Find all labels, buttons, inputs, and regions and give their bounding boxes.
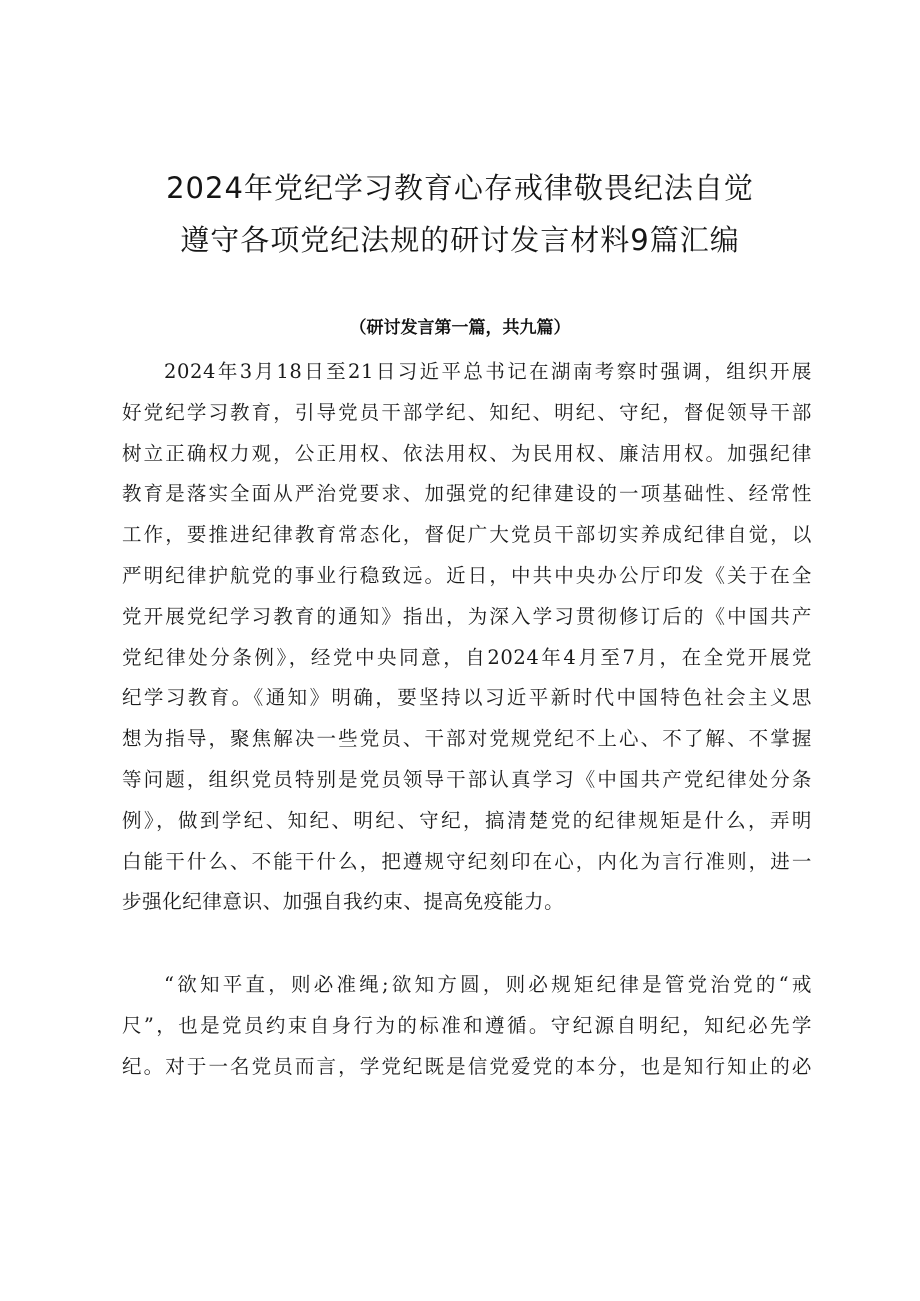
title-line: 遵守各项党纪法规的研讨发言材料9篇汇编 xyxy=(180,223,740,257)
text-line: 党纪律处分条例》，经党中央同意，自2024年4月至7月，在全党开展党 xyxy=(122,645,812,669)
text-line: 严明纪律护航党的事业行稳致远。近日，中共中央办公厅印发《关于在全 xyxy=(122,563,812,587)
paragraph xyxy=(122,965,812,1087)
text-line: 等问题，组织党员特别是党员领导干部认真学习《中国共产党纪律处分条 xyxy=(122,767,812,791)
text-line: 步强化纪律意识、加强自我约束、提高免疫能力。 xyxy=(122,890,565,914)
text-line: 白能干什么、不能干什么，把遵规守纪刻印在心，内化为言行准则，进一 xyxy=(122,849,812,873)
text-line: 党开展党纪学习教育的通知》指出，为深入学习贯彻修订后的《中国共产 xyxy=(122,604,812,628)
text-line: 工作，要推进纪律教育常态化，督促广大党员干部切实养成纪律自觉，以 xyxy=(122,523,812,547)
text-line: 教育是落实全面从严治党要求、加强党的纪律建设的一项基础性、经常性 xyxy=(122,482,812,506)
text-line: 纪。对于一名党员而言，学党纪既是信党爱党的本分，也是知行知止的必 xyxy=(122,1054,812,1078)
text-line: 2024年3月18日至21日习近平总书记在湖南考察时强调，组织开展 xyxy=(164,360,812,383)
text-line: 尺”，也是党员约束自身行为的标准和遵循。守纪源自明纪，知纪必先学 xyxy=(122,1013,812,1037)
document-subtitle: （研讨发言第一篇，共九篇） xyxy=(349,318,571,338)
text-line: 树立正确权力观，公正用权、依法用权、为民用权、廉洁用权。加强纪律 xyxy=(122,441,812,465)
text-line: 想为指导，聚焦解决一些党员、干部对党规党纪不上心、不了解、不掌握 xyxy=(122,727,812,751)
text-line: 纪学习教育。《通知》明确，要坚持以习近平新时代中国特色社会主义思 xyxy=(122,686,812,710)
title-line: 2024年党纪学习教育心存戒律敬畏纪法自觉 xyxy=(166,171,754,205)
text-line: “欲知平直，则必准绳;欲知方圆，则必规矩纪律是管党治党的“戒 xyxy=(164,973,812,996)
document-title xyxy=(100,162,820,266)
paragraph xyxy=(122,352,812,923)
text-line: 好党纪学习教育，引导党员干部学纪、知纪、明纪、守纪，督促领导干部 xyxy=(122,400,812,424)
text-line: 例》，做到学纪、知纪、明纪、守纪，搞清楚党的纪律规矩是什么，弄明 xyxy=(122,808,812,832)
